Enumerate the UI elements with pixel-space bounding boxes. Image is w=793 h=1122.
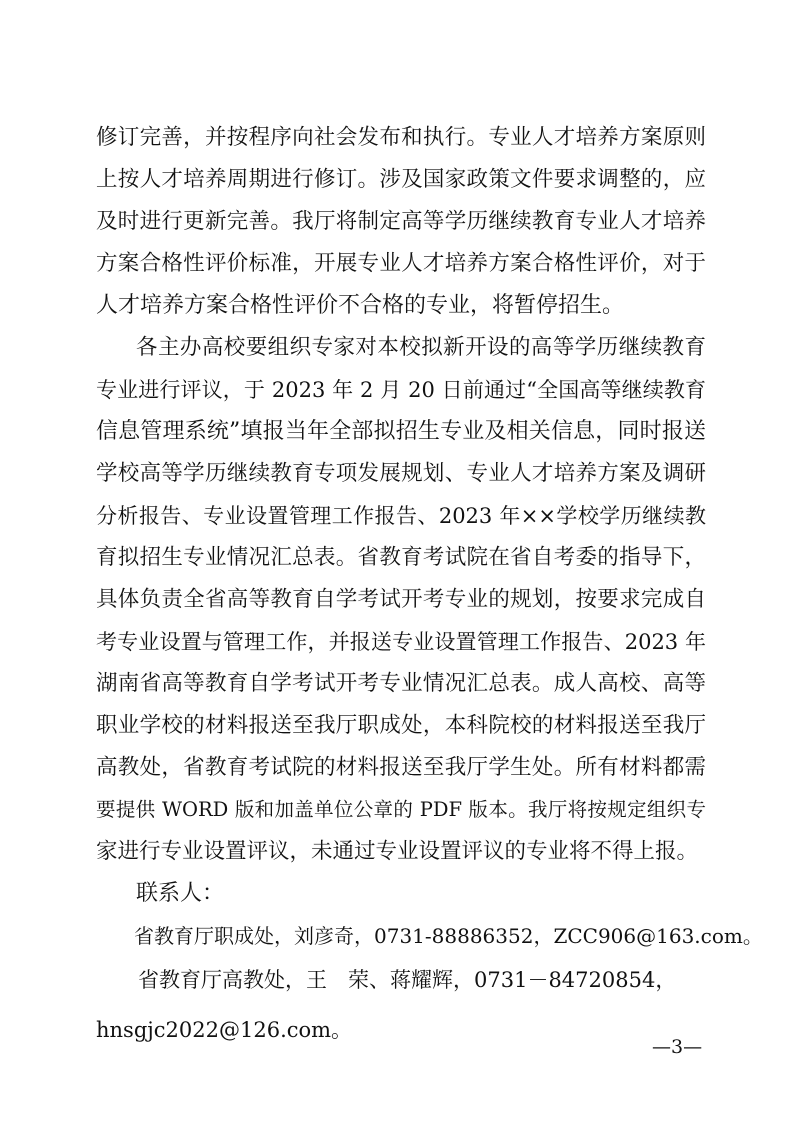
contact-line-vocational-office: 省教育厅职成处，刘彦奇，0731-88886352，ZCC906@163.com。 — [134, 924, 763, 948]
paragraph-2-line-10: 职业学校的材料报送至我厅职成处，本科院校的材料报送至我厅 — [96, 713, 706, 738]
paragraph-2-line-2: 专业进行评议，于 2023 年 2 月 20 日前通过“全国高等继续教育 — [96, 378, 706, 402]
paragraph-1-line-2: 上按人才培养周期进行修订。涉及国家政策文件要求调整的，应 — [96, 167, 706, 192]
paragraph-1-line-4: 方案合格性评价标准，开展专业人才培养方案合格性评价，对于 — [96, 251, 706, 276]
paragraph-2-line-12: 要提供 WORD 版和加盖单位公章的 PDF 版本。我厅将按规定组织专 — [96, 798, 706, 821]
paragraph-2-line-1: 各主办高校要组织专家对本校拟新开设的高等学历继续教育 — [136, 335, 706, 360]
paragraph-2-line-4: 学校高等学历继续教育专项发展规划、专业人才培养方案及调研 — [96, 461, 706, 486]
paragraph-1-line-5: 人才培养方案合格性评价不合格的专业，将暂停招生。 — [96, 293, 625, 318]
paragraph-2-line-13: 家进行专业设置评议，未通过专业设置评议的专业将不得上报。 — [96, 839, 699, 864]
paragraph-2-line-8: 考专业设置与管理工作，并报送专业设置管理工作报告、2023 年 — [96, 630, 706, 654]
page-number: —3— — [652, 1036, 703, 1058]
paragraph-2-line-5: 分析报告、专业设置管理工作报告、2023 年××学校学历继续教 — [96, 504, 706, 528]
paragraph-2-line-11: 高教处，省教育考试院的材料报送至我厅学生处。所有材料都需 — [96, 755, 706, 780]
paragraph-2-line-3: 信息管理系统”填报当年全部拟招生专业及相关信息，同时报送 — [96, 419, 706, 444]
paragraph-2-line-9: 湖南省高等教育自学考试开考专业情况汇总表。成人高校、高等 — [96, 671, 706, 696]
contacts-heading: 联系人： — [136, 881, 225, 906]
paragraph-1-line-3: 及时进行更新完善。我厅将制定高等学历继续教育专业人才培养 — [96, 209, 706, 234]
contact-email-higher-ed: hnsgjc2022@126.com。 — [96, 1018, 353, 1042]
contact-line-higher-ed-office: 省教育厅高教处，王 荣、蒋耀辉，0731－84720854， — [138, 968, 677, 992]
paragraph-1-line-1: 修订完善，并按程序向社会发布和执行。专业人才培养方案原则 — [96, 125, 706, 150]
paragraph-2-line-7: 具体负责全省高等教育自学考试开考专业的规划，按要求完成自 — [96, 587, 706, 612]
paragraph-2-line-6: 育拟招生专业情况汇总表。省教育考试院在省自考委的指导下， — [96, 545, 706, 570]
